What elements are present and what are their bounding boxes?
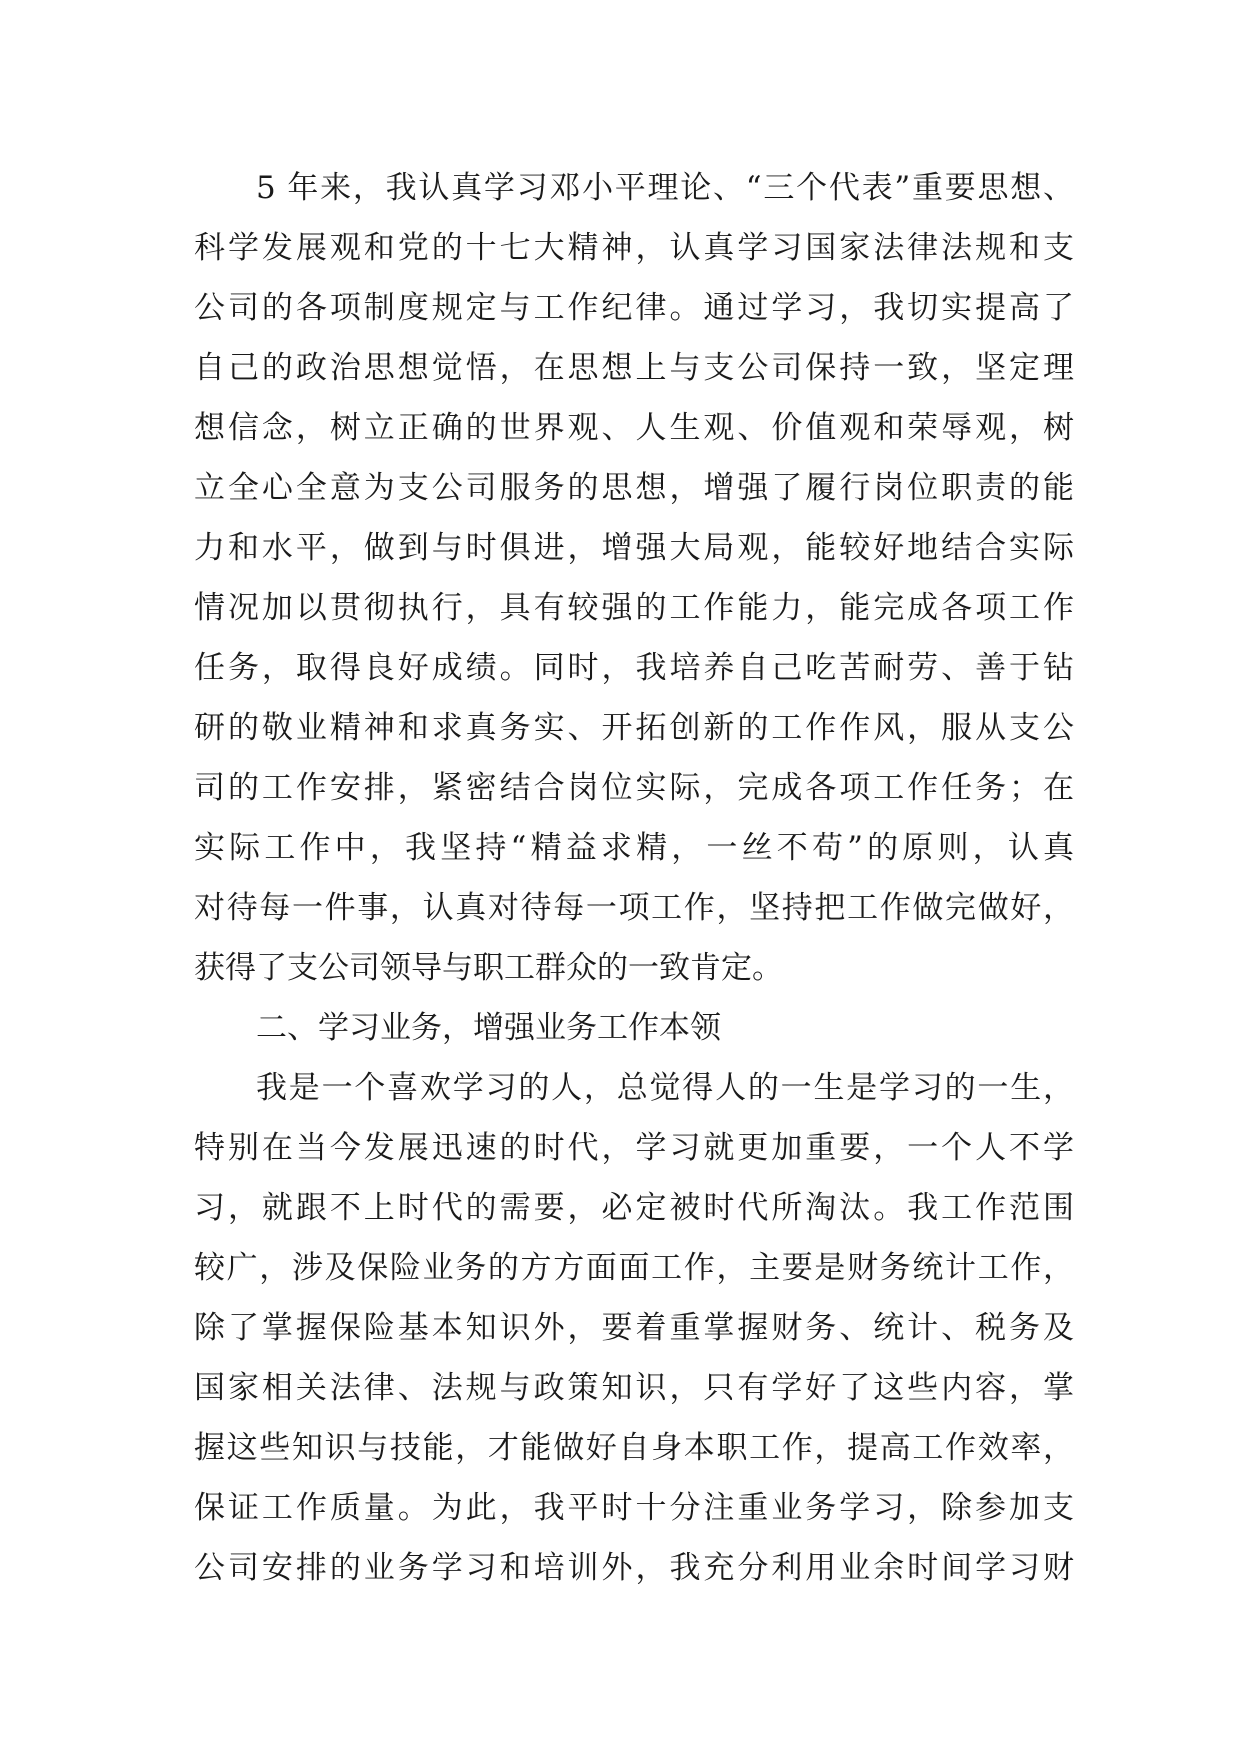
text-line: 任务，取得良好成绩。同时，我培养自己吃苦耐劳、善于钻 — [194, 650, 1074, 686]
text-line: 公司安排的业务学习和培训外，我充分利用业余时间学习财 — [194, 1550, 1074, 1586]
text-line: 想信念，树立正确的世界观、人生观、价值观和荣辱观，树 — [194, 410, 1074, 446]
text-line: 对待每一件事，认真对待每一项工作，坚持把工作做完做好， — [194, 890, 1074, 926]
document-body — [194, 158, 1074, 1598]
text-line: 立全心全意为支公司服务的思想，增强了履行岗位职责的能 — [194, 470, 1074, 506]
text-line: 我是一个喜欢学习的人，总觉得人的一生是学习的一生， — [256, 1070, 1074, 1106]
section-heading: 二、学习业务，增强业务工作本领 — [256, 1010, 721, 1046]
text-line: 习，就跟不上时代的需要，必定被时代所淘汰。我工作范围 — [194, 1190, 1074, 1226]
text-line: 5 年来，我认真学习邓小平理论、“三个代表”重要思想、 — [256, 170, 1074, 206]
text-line: 实际工作中，我坚持“精益求精，一丝不苟”的原则，认真 — [194, 830, 1074, 866]
text-line: 保证工作质量。为此，我平时十分注重业务学习，除参加支 — [194, 1490, 1074, 1526]
text-line: 司的工作安排，紧密结合岗位实际，完成各项工作任务；在 — [194, 770, 1074, 806]
text-line: 国家相关法律、法规与政策知识，只有学好了这些内容，掌 — [194, 1370, 1074, 1406]
text-line: 特别在当今发展迅速的时代，学习就更加重要，一个人不学 — [194, 1130, 1074, 1166]
text-line: 获得了支公司领导与职工群众的一致肯定。 — [194, 950, 783, 986]
paragraph-2 — [194, 1058, 1074, 1598]
text-line: 研的敬业精神和求真务实、开拓创新的工作作风，服从支公 — [194, 710, 1074, 746]
text-line: 公司的各项制度规定与工作纪律。通过学习，我切实提高了 — [194, 290, 1074, 326]
text-line: 除了掌握保险基本知识外，要着重掌握财务、统计、税务及 — [194, 1310, 1074, 1346]
text-line: 力和水平，做到与时俱进，增强大局观，能较好地结合实际 — [194, 530, 1074, 566]
text-line: 握这些知识与技能，才能做好自身本职工作，提高工作效率， — [194, 1430, 1074, 1466]
text-line: 自己的政治思想觉悟，在思想上与支公司保持一致，坚定理 — [194, 350, 1074, 386]
text-line: 情况加以贯彻执行，具有较强的工作能力，能完成各项工作 — [194, 590, 1074, 626]
text-line: 科学发展观和党的十七大精神，认真学习国家法律法规和支 — [194, 230, 1074, 266]
paragraph-1 — [194, 158, 1074, 998]
text-line: 较广，涉及保险业务的方方面面工作，主要是财务统计工作， — [194, 1250, 1074, 1286]
